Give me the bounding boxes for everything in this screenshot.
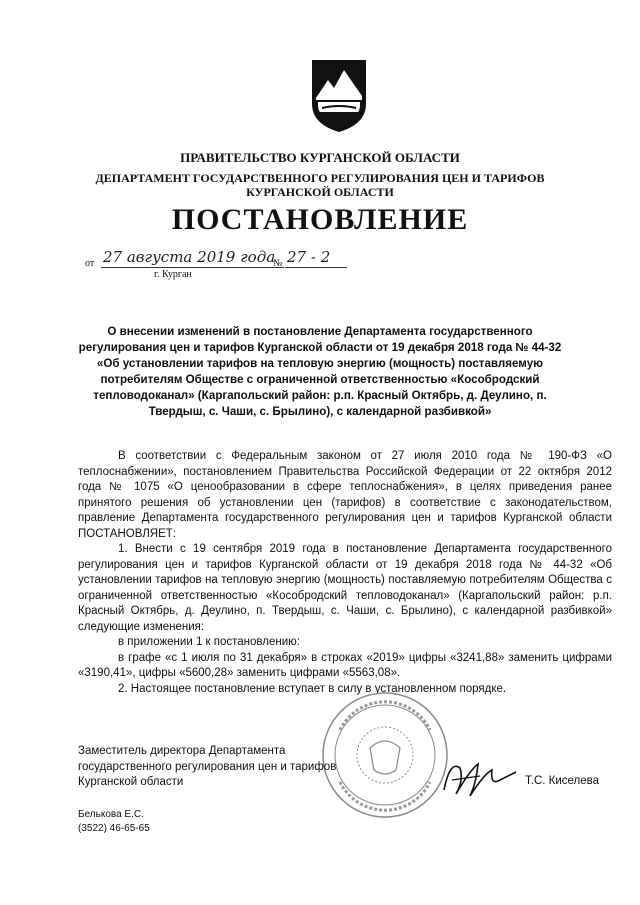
position-line-1: Заместитель директора Департамента [78, 745, 286, 757]
department-line-2: КУРГАНСКОЙ ОБЛАСТИ [246, 185, 394, 199]
department-name [0, 171, 640, 199]
coat-of-arms-emblem [310, 58, 368, 134]
body-paragraph: В соответствии с Федеральным законом от 27 июля 2010 года № 190-ФЗ «О теплоснабжении», постановлением Правительства Российской Федерации от 22 октября 2012 года № 1075 «О ценообразовании в сфере теплоснабжения», в целях приведения ранее принятого решения об установлении цен (тарифов) в соответствие с законодательством, правление Департамента государственного регулирования цен и тарифов Курганской области ПОСТАНОВЛЯЕТ: [78, 450, 612, 540]
body-paragraph: 2. Настоящее постановление вступает в силу в установленном порядке. [118, 682, 507, 695]
handwritten-number: 27 - 2 [287, 248, 331, 266]
executor-name: Белькова Е.С. [78, 809, 144, 820]
signatory-position [78, 744, 388, 791]
handwritten-date: 27 августа 2019 года [103, 248, 276, 266]
date-prefix: от [85, 258, 95, 269]
body-paragraph: 1. Внести с 19 сентября 2019 года в постановление Департамента государственного регулирования цен и тарифов Курганской области от 19 декабря 2018 года № 44-32 «Об установлении тарифов на тепловую энергию (мощность) поставляемую потребителям Общества с ограниченной ответственностью «Кособродский тепловодоканал» (Каргапольский район: р.п. Красный Октябрь, д. Деулино, п. Твердыш, с. Чаши, с. Брылино), с календарной разбивкой» следующие изменения: [78, 543, 612, 633]
handwritten-signature [440, 750, 520, 805]
signer-name: Т.С. Киселева [525, 775, 600, 787]
dateline [85, 248, 385, 288]
position-line-3: Курганской области [78, 776, 184, 788]
government-name: ПРАВИТЕЛЬСТВО КУРГАНСКОЙ ОБЛАСТИ [180, 150, 460, 165]
document-body [78, 449, 612, 697]
city-label: г. Курган [154, 269, 192, 280]
department-line-1: ДЕПАРТАМЕНТ ГОСУДАРСТВЕННОГО РЕГУЛИРОВАНИЯ ЦЕН И ТАРИФОВ [95, 171, 545, 185]
date-underline [101, 267, 284, 268]
executor-phone: (3522) 46-65-65 [78, 823, 150, 834]
executor-contact [78, 808, 150, 836]
document-subject: О внесении изменений в постановление Департамента государственного регулирования цен и тарифов Курганской области от 19 декабря 2018 года № 44-32 «Об установлении тарифов на тепловую энергию (мощность) поставляемую потребителям Обществе с ограниченной ответственностью «Кособродский тепловодоканал» (Каргапольский район: р.п. Красный Октябрь, д. Деулино, п. Твердыш, с. Чаши, с. Брылино), с календарной разбивкой» [78, 325, 562, 418]
number-sign: № [273, 258, 283, 269]
position-line-2: государственного регулирования цен и тарифов [78, 760, 337, 773]
number-underline [285, 267, 347, 268]
body-paragraph: в графе «с 1 июля по 31 декабря» в строках «2019» цифры «3241,88» заменить цифрами «3190,41», цифры «5600,28» заменить цифрами «5563,08». [78, 651, 612, 679]
body-paragraph: в приложении 1 к постановлению: [118, 636, 300, 648]
document-type-title: ПОСТАНОВЛЕНИЕ [171, 203, 469, 236]
